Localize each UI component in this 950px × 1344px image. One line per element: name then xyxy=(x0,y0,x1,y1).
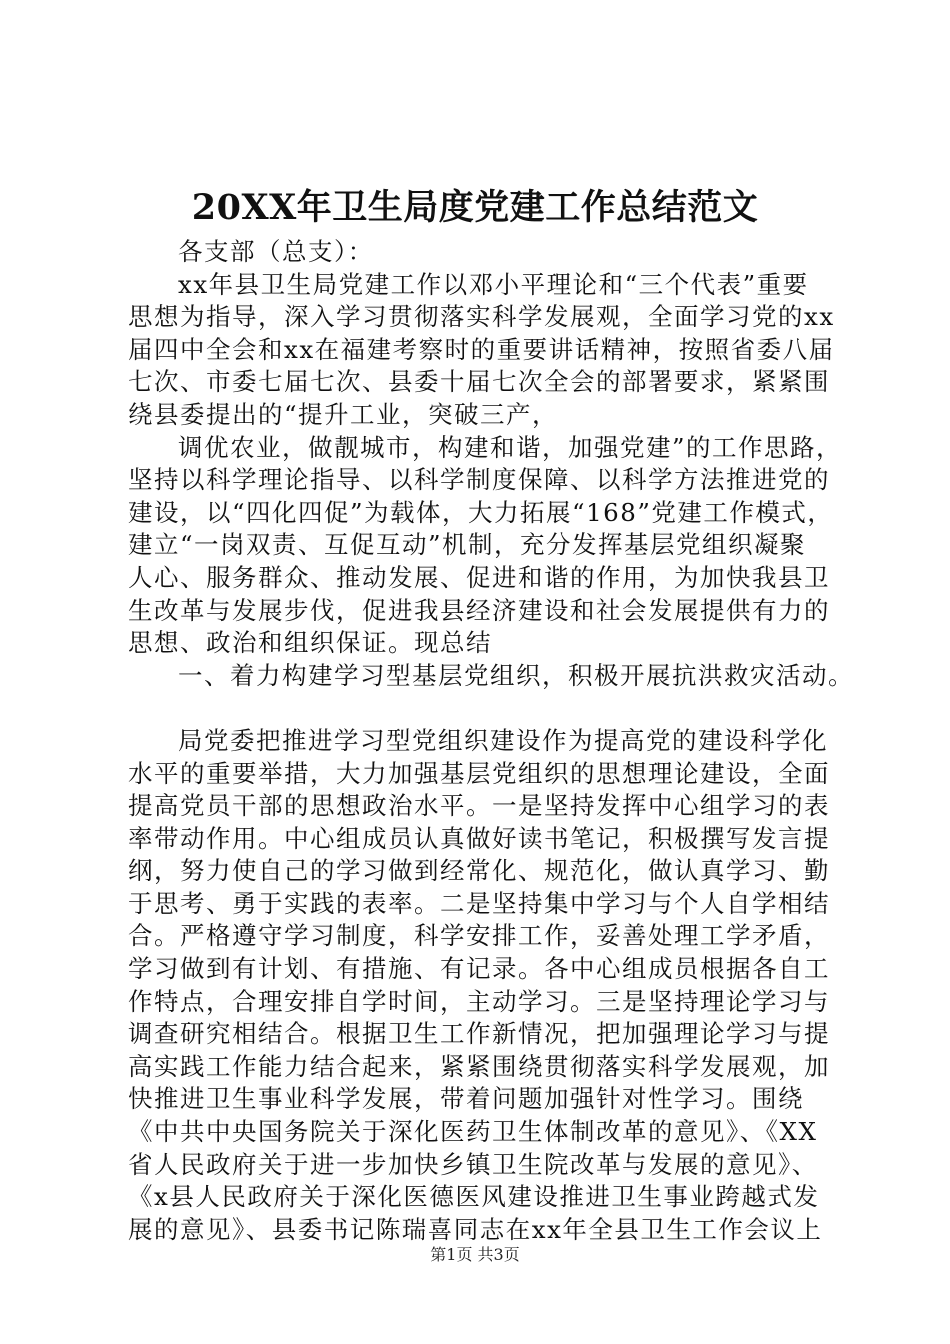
document-title: 20XX年卫生局度党建工作总结范文 xyxy=(191,187,759,228)
body-line: 《x县人民政府关于深化医德医风建设推进卫生事业跨越式发 xyxy=(128,1182,820,1212)
body-line: 调优农业，做靓城市，构建和谐，加强党建”的工作思路， xyxy=(178,432,843,462)
document-body xyxy=(128,236,854,1246)
salutation-line: 各支部（总支）： xyxy=(178,237,374,266)
body-line: 于思考、勇于实践的表率。二是坚持集中学习与个人自学相结 xyxy=(128,888,830,918)
body-line: 率带动作用。中心组成员认真做好读书笔记，积极撰写发言提 xyxy=(128,823,830,853)
page-number-footer: 第1页 共3页 xyxy=(430,1245,520,1264)
body-line: 思想、政治和组织保证。现总结 xyxy=(128,628,492,658)
body-line: 高实践工作能力结合起来，紧紧围绕贯彻落实科学发展观，加 xyxy=(128,1051,830,1081)
body-line: 纲，努力使自己的学习做到经常化、规范化，做认真学习、勤 xyxy=(128,856,830,886)
body-line: 生改革与发展步伐，促进我县经济建设和社会发展提供有力的 xyxy=(128,595,830,625)
body-line: 学习做到有计划、有措施、有记录。各中心组成员根据各自工 xyxy=(128,954,830,984)
body-line: 思想为指导，深入学习贯彻落实科学发展观，全面学习党的xx xyxy=(128,302,835,332)
body-line: 作特点，合理安排自学时间，主动学习。三是坚持理论学习与 xyxy=(128,986,830,1016)
body-line: 水平的重要举措，大力加强基层党组织的思想理论建设，全面 xyxy=(128,758,830,788)
body-line: 省人民政府关于进一步加快乡镇卫生院改革与发展的意见》、 xyxy=(128,1149,818,1179)
body-line: 坚持以科学理论指导、以科学制度保障、以科学方法推进党的 xyxy=(128,465,830,495)
body-line: 提高党员干部的思想政治水平。一是坚持发挥中心组学习的表 xyxy=(128,791,830,821)
body-line: 快推进卫生事业科学发展，带着问题加强针对性学习。围绕 xyxy=(128,1084,804,1114)
body-line: 建立“一岗双责、互促互动”机制，充分发挥基层党组织凝聚 xyxy=(128,530,807,560)
body-line: 绕县委提出的“提升工业，突破三产， xyxy=(128,399,559,429)
body-line: 届四中全会和xx在福建考察时的重要讲话精神，按照省委八届 xyxy=(128,334,835,364)
body-line: 调查研究相结合。根据卫生工作新情况，把加强理论学习与提 xyxy=(128,1019,830,1049)
body-line: 局党委把推进学习型党组织建设作为提高党的建设科学化 xyxy=(178,725,828,755)
body-line: xx年县卫生局党建工作以邓小平理论和“三个代表”重要 xyxy=(178,269,809,299)
body-line: 展的意见》、县委书记陈瑞喜同志在xx年全县卫生工作会议上 xyxy=(128,1214,823,1244)
body-line: 人心、服务群众、推动发展、促进和谐的作用，为加快我县卫 xyxy=(128,562,830,592)
body-line: 合。严格遵守学习制度，科学安排工作，妥善处理工学矛盾， xyxy=(128,921,830,951)
body-line: 建设，以“四化四促”为载体，大力拓展“168”党建工作模式， xyxy=(128,497,834,527)
body-line: 《中共中央国务院关于深化医药卫生体制改革的意见》、《XX xyxy=(128,1117,818,1147)
blank-line xyxy=(128,692,834,725)
body-line: 七次、市委七届七次、县委十届七次全会的部署要求，紧紧围 xyxy=(128,367,830,397)
section-heading: 一、着力构建学习型基层党组织，积极开展抗洪救灾活动。 xyxy=(178,660,854,690)
